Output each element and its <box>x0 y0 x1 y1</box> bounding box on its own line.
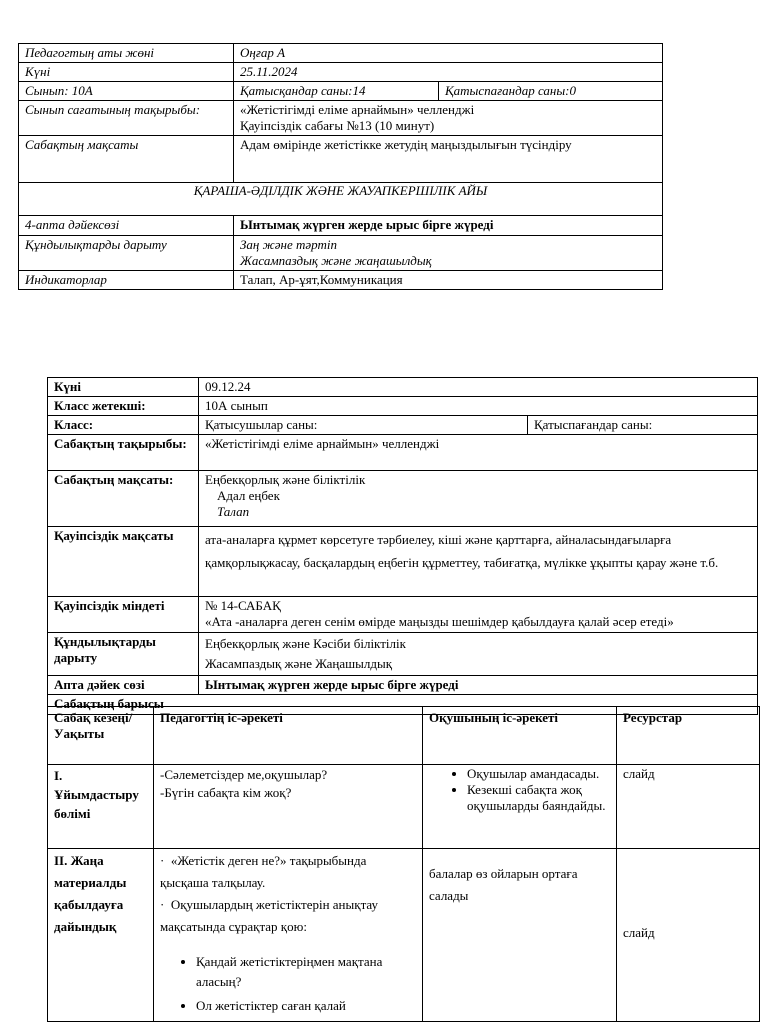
teacher-point-2: · Оқушылардың жетістіктерін анықтау мақсатында сұрақтар қою: <box>160 897 379 934</box>
safety-task-value <box>199 597 758 633</box>
resource-2: слайд <box>617 849 760 1022</box>
list-item: • Оқушылар амандасады. <box>467 766 610 782</box>
progress-label: Сабақтың барысы <box>48 695 758 715</box>
goal-label: Сабақтың мақсаты <box>19 136 234 183</box>
header-resources: Ресурстар <box>617 707 760 765</box>
goal-line-3: Талап <box>217 504 250 519</box>
indicators-value: Талап, Ар-ұят,Коммуникация <box>234 271 663 290</box>
teacher-questions-list <box>160 952 416 1016</box>
topic-label-2: Сабақтың тақырыбы: <box>48 435 199 471</box>
student-activity-2: балалар өз ойларын ортаға салады <box>423 849 617 1022</box>
quote-label: 4-апта дәйексөзі <box>19 216 234 236</box>
lesson-progress-table <box>47 706 760 1022</box>
values-line-2: Жасампаздық және жаңашылдық <box>240 253 432 268</box>
teacher-point-1-text: «Жетістік деген не?» тақырыбында қысқаша талқылау. <box>160 853 367 890</box>
teacher-point-1: · «Жетістік деген не?» тақырыбында қысқаша талқылау. <box>160 853 367 890</box>
lesson-info-table <box>18 43 663 290</box>
day-label: Күні <box>19 63 234 82</box>
student-activity-1-list <box>429 766 610 814</box>
header-teacher: Педагогтің іс-әрекеті <box>154 707 423 765</box>
leader-value: 10А сынып <box>199 397 758 416</box>
topic-value-2: «Жетістігімді еліме арнаймын» челленджі <box>199 435 758 471</box>
stage-preparation: II. Жаңа материалды қабылдауға дайындық <box>48 849 154 1022</box>
teacher-activity-1-line-2: -Бүгін сабақта кім жоқ? <box>160 785 292 800</box>
quote-value-2: Ынтымақ жүрген жерде ырыс бірге жүреді <box>199 676 758 695</box>
goal-line-1: Еңбекқорлық және біліктілік <box>205 472 366 487</box>
student-activity-1 <box>423 765 617 849</box>
leader-label: Класс жетекші: <box>48 397 199 416</box>
indicators-label: Индикаторлар <box>19 271 234 290</box>
values-value-2 <box>199 633 758 676</box>
goal-value-2 <box>199 471 758 527</box>
values-value <box>234 236 663 271</box>
values2-line-1: Еңбекқорлық және Кәсіби біліктілік <box>205 636 406 651</box>
topic-line-2: Қауіпсіздік сабағы №13 (10 минут) <box>240 118 435 133</box>
safety-task-line-2: «Ата -аналарға деген сенім өмірде маңызды шешімдер қабылдауға қалай әсер етеді» <box>205 614 674 629</box>
resource-1: слайд <box>617 765 760 849</box>
quote-value: Ынтымақ жүрген жерде ырыс бірге жүреді <box>234 216 663 236</box>
teacher-activity-1-line-1: -Сәлеметсіздер ме,оқушылар? <box>160 767 328 782</box>
topic-label: Сынып сағатының тақырыбы: <box>19 101 234 136</box>
values2-line-2: Жасампаздық және Жаңашылдық <box>205 656 393 671</box>
list-item: • Ол жетістіктер саған қалай <box>196 996 416 1016</box>
class-label-2: Класс: <box>48 416 199 435</box>
list-item: • Кезекші сабақта жоқ оқушыларды баяндайды. <box>467 782 610 814</box>
absent-count: Қатыспағандар саны:0 <box>439 82 663 101</box>
values-label-2: Құндылықтарды дарыту <box>48 633 199 676</box>
class-hour-table <box>47 377 758 715</box>
safety-task-line-1: № 14-САБАҚ <box>205 598 281 613</box>
quote-label-2: Апта дәйек сөзі <box>48 676 199 695</box>
values-label: Құндылықтарды дарыту <box>19 236 234 271</box>
safety-goal-value: ата-аналарға құрмет көрсетуге тәрбиелеу, кіші және қарттарға, айналасындағыларға қамқорлықжасау, басқалардың еңбегін құрметтеу, табиғатқа, мүлікке ұқыпты қарау және т.б. <box>199 527 758 597</box>
spacer <box>160 938 416 952</box>
goal-line-2: Адал еңбек <box>217 488 280 503</box>
header-student: Оқушының іс-әрекеті <box>423 707 617 765</box>
day-value: 25.11.2024 <box>234 63 663 82</box>
header-stage: Сабақ кезеңі/ Уақыты <box>48 707 154 765</box>
teacher-label: Педагогтың аты жөні <box>19 44 234 63</box>
teacher-activity-2 <box>154 849 423 1022</box>
safety-goal-label: Қауіпсіздік мақсаты <box>48 527 199 597</box>
present-count-2: Қатысушылар саны: <box>199 416 528 435</box>
teacher-value: Оңғар А <box>234 44 663 63</box>
class-label: Сынып: 10А <box>19 82 234 101</box>
values-line-1: Заң және тәртіп <box>240 237 337 252</box>
list-item: • Қандай жетістіктеріңмен мақтана аласың? <box>196 952 416 992</box>
goal-value: Адам өмірінде жетістікке жетудің маңыздылығын түсіндіру <box>234 136 663 183</box>
month-banner: ҚАРАША-ӘДІЛДІК ЖӘНЕ ЖАУАПКЕРШІЛІК АЙЫ <box>19 183 663 216</box>
teacher-point-2-text: Оқушылардың жетістіктерін анықтау мақсатында сұрақтар қою: <box>160 897 379 934</box>
day-value-2: 09.12.24 <box>199 378 758 397</box>
stage-organization: I. Ұйымдастыру бөлімі <box>48 765 154 849</box>
topic-value <box>234 101 663 136</box>
topic-line-1: «Жетістігімді еліме арнаймын» челленджі <box>240 102 475 117</box>
teacher-activity-1 <box>154 765 423 849</box>
absent-count-2: Қатыспағандар саны: <box>528 416 758 435</box>
present-count: Қатысқандар саны:14 <box>234 82 439 101</box>
goal-label-2: Сабақтың мақсаты: <box>48 471 199 527</box>
safety-task-label: Қауіпсіздік міндеті <box>48 597 199 633</box>
day-label-2: Күні <box>48 378 199 397</box>
